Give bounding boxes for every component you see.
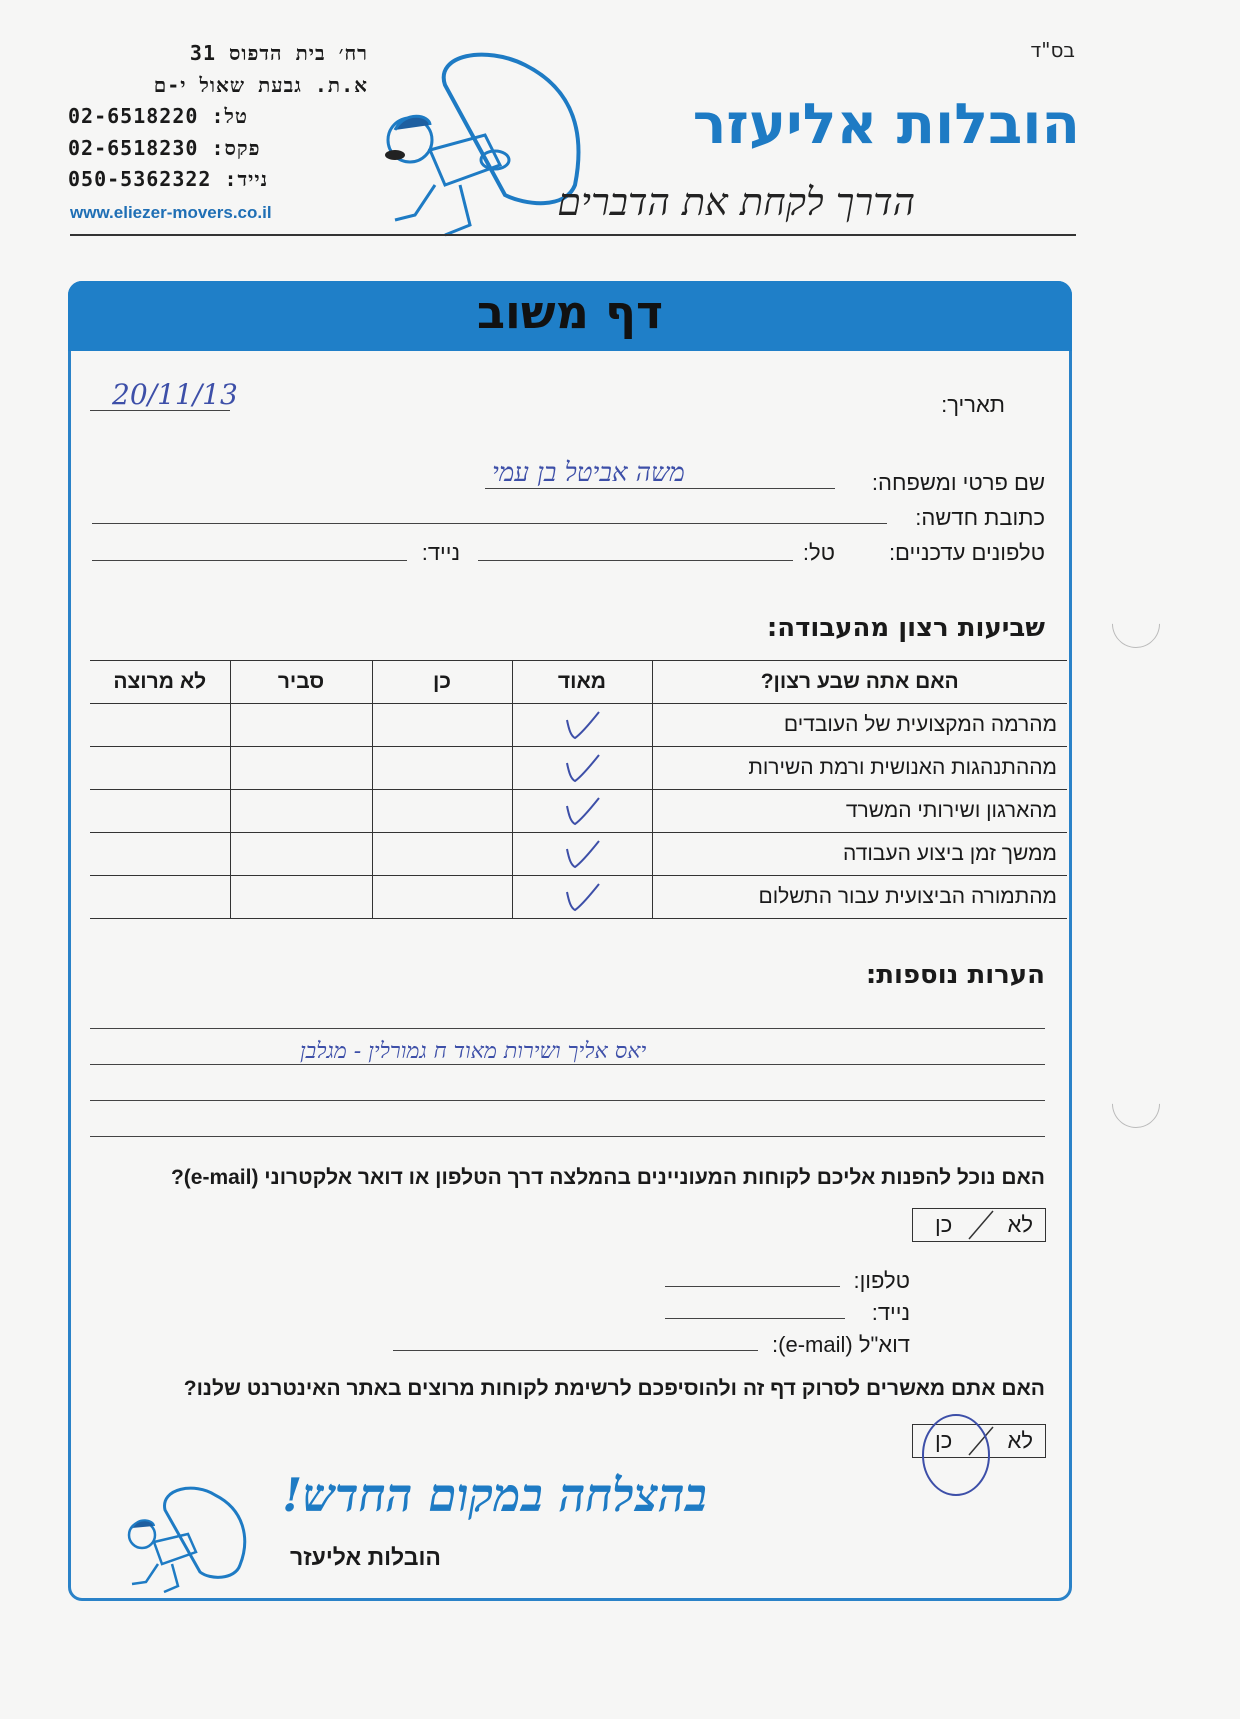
address-line2: א.ת. גבעת שאול י-ם [153,72,368,97]
rating-cell[interactable] [90,833,230,876]
referral-phone-label: טלפון: [853,1268,910,1293]
tel-line[interactable] [478,560,793,561]
check-mark-icon [559,706,605,744]
referral-email-label: דוא"ל (e-mail): [772,1332,910,1357]
col-yes: כן [372,661,512,704]
referral-question: האם נוכל להפנות אליכם לקוחות המעוניינים בהמלצה דרך הטלפון או דואר אלקטרוני (e-mail)? [170,1166,1045,1189]
footer-brand-name: הובלות אליעזר [290,1544,441,1570]
rating-cell[interactable] [372,833,512,876]
address-line[interactable] [92,523,887,524]
selected-yes-circle [918,1410,996,1502]
table-row [90,704,1067,747]
phone-line: 02-6518220 :טל [68,104,248,128]
col-not-satisfied: לא מרוצה [90,661,230,704]
address-label: כתובת חדשה: [915,505,1045,530]
col-reasonable: סביר [230,661,372,704]
rating-cell[interactable] [230,704,372,747]
phones-label: טלפונים עדכניים: [888,540,1045,565]
rating-cell[interactable] [90,747,230,790]
rating-cell[interactable] [372,790,512,833]
mobile-line: 050-5362322 :נייד [68,167,269,191]
mover-mascot-small-icon [120,1480,255,1595]
mobile-label: נייד: [421,540,460,565]
rating-cell-checked[interactable] [512,747,652,790]
referral-yes-no-box[interactable] [912,1208,1046,1242]
rating-cell[interactable] [90,704,230,747]
col-very: מאוד [512,661,652,704]
rating-cell-checked[interactable] [512,876,652,919]
rating-cell[interactable] [230,790,372,833]
rating-cell-checked[interactable] [512,704,652,747]
col-question: האם אתה שבע רצון? [652,661,1067,704]
binder-hole-mark [1102,1070,1170,1138]
referral-no-option[interactable]: לא [1007,1212,1033,1237]
rating-cell[interactable] [372,747,512,790]
referral-yes-option[interactable]: כן [935,1212,953,1237]
name-line [485,488,835,489]
rating-cell[interactable] [372,704,512,747]
check-mark-icon [559,749,605,787]
good-luck-message: בהצלחה במקום החדש! [282,1468,707,1522]
satisfaction-table [90,660,1067,919]
satisfaction-heading: שביעות רצון מהעבודה: [766,613,1045,643]
notes-handwritten[interactable]: יאס אליך ושירות מאוד ח גמורלין - מגלבן [300,1039,647,1064]
referral-phone-line[interactable] [665,1286,840,1287]
name-value[interactable]: משה אביטל בן עמי [492,458,685,488]
row-question: מההתנהגות האנושית ורמת השירות [652,747,1067,790]
notes-heading: הערות נוספות: [865,960,1045,990]
date-label: תאריך: [941,392,1005,417]
date-value[interactable]: 20/11/13 [112,378,238,411]
table-row [90,747,1067,790]
notes-line-3[interactable] [90,1100,1045,1101]
scan-yes-option[interactable]: כן [935,1428,953,1453]
bsd-mark: בס"ד [1030,38,1075,62]
table-header-row [90,661,1067,704]
rating-cell[interactable] [90,876,230,919]
check-mark-icon [559,792,605,830]
scan-question: האם אתם מאשרים לסרוק דף זה ולהוסיפכם לרשימת לקוחות מרוצים באתר האינטרנט שלנו? [183,1377,1045,1400]
fax-line: 02-6518230 :פקס [68,135,261,160]
website-link[interactable]: www.eliezer-movers.co.il [70,203,272,222]
slash-divider [963,1209,997,1241]
mobile-line[interactable] [92,560,407,561]
row-question: מהרמה המקצועית של העובדים [652,704,1067,747]
contact-block [68,38,368,196]
referral-mobile-label: נייד: [871,1300,910,1325]
notes-line-4[interactable] [90,1136,1045,1137]
header-divider [70,234,1076,236]
rating-cell[interactable] [372,876,512,919]
check-mark-icon [559,878,605,916]
check-mark-icon [559,835,605,873]
table-row [90,876,1067,919]
referral-mobile-line[interactable] [665,1318,845,1319]
table-row [90,790,1067,833]
brand-name: הובלות אליעזר [692,92,1080,157]
scan-no-option[interactable]: לא [1007,1428,1033,1453]
form-title: דף משוב [476,285,664,339]
table-row [90,833,1067,876]
rating-cell-checked[interactable] [512,790,652,833]
rating-cell[interactable] [230,747,372,790]
name-label: שם פרטי ומשפחה: [871,470,1045,495]
rating-cell[interactable] [230,876,372,919]
notes-line-2[interactable] [90,1064,1045,1065]
row-question: מהתמורה הביצועית עבור התשלום [652,876,1067,919]
binder-hole-mark [1102,590,1170,658]
row-question: ממשך זמן ביצוע העבודה [652,833,1067,876]
brand-slogan: הדרך לקחת את הדברים [557,180,915,224]
rating-cell[interactable] [90,790,230,833]
notes-line-1[interactable] [90,1028,1045,1029]
tel-label: טל: [802,540,835,565]
rating-cell[interactable] [230,833,372,876]
row-question: מהארגון ושירותי המשרד [652,790,1067,833]
address-line1: רח׳ בית הדפוס 31 [189,41,368,65]
rating-cell-checked[interactable] [512,833,652,876]
referral-email-line[interactable] [393,1350,758,1351]
